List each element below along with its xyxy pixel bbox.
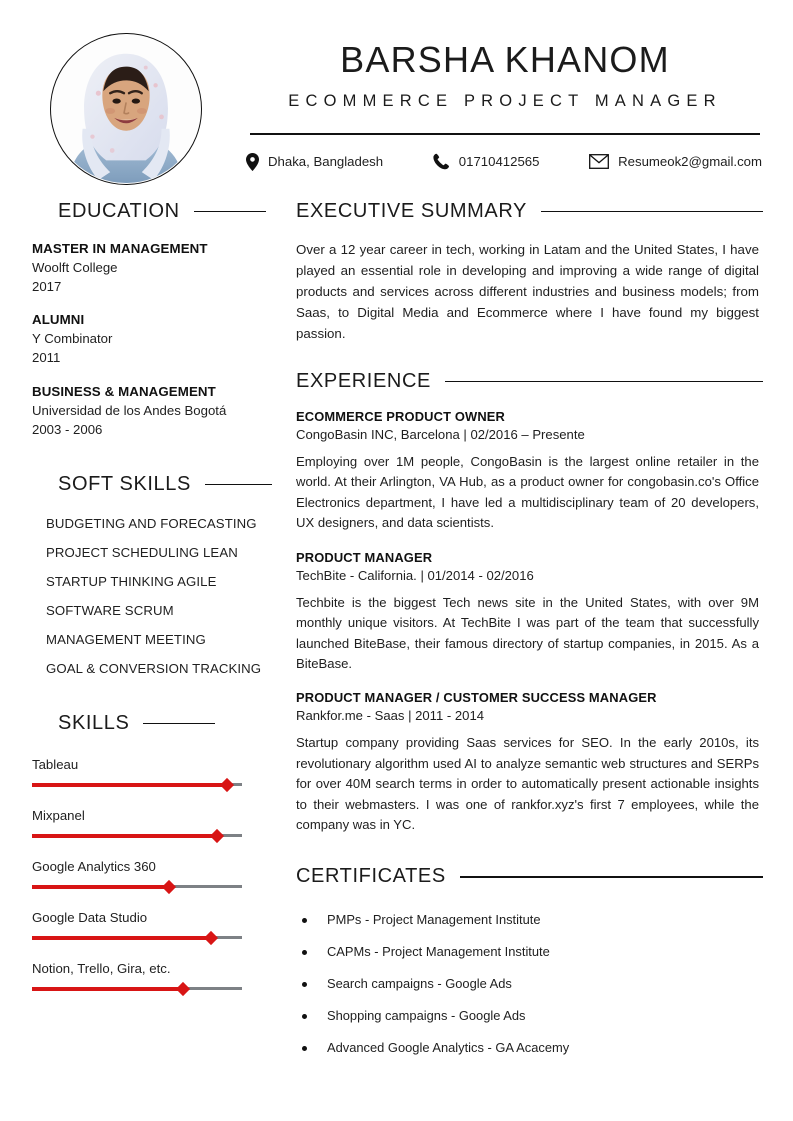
skill-knob[interactable] — [220, 778, 234, 792]
education-year: 2011 — [32, 350, 61, 366]
skill-fill — [32, 783, 227, 787]
skill-label: Notion, Trello, Gira, etc. — [32, 960, 171, 976]
certificate-item — [302, 976, 763, 991]
section-rule — [194, 211, 266, 213]
section-rule — [460, 876, 763, 878]
soft-skill-item: BUDGETING AND FORECASTING — [46, 515, 257, 531]
education-degree: MASTER IN MANAGEMENT — [32, 241, 208, 256]
experience-role: PRODUCT MANAGER — [296, 549, 433, 565]
experience-section-header — [296, 370, 763, 393]
skill-label: Mixpanel — [32, 807, 85, 823]
soft-skill-item: GOAL & CONVERSION TRACKING — [46, 660, 262, 676]
skill-slider[interactable] — [32, 984, 242, 994]
resume-header — [0, 0, 793, 200]
skill-label: Tableau — [32, 756, 79, 772]
education-degree: BUSINESS & MANAGEMENT — [32, 383, 216, 399]
profile-photo — [50, 33, 202, 185]
header-text-block — [202, 25, 768, 171]
contact-row — [242, 153, 768, 171]
education-school: Woolft College — [32, 260, 118, 275]
experience-item — [296, 690, 763, 835]
job-title: ECOMMERCE PROJECT MANAGER — [288, 92, 722, 111]
summary-section-header — [296, 200, 763, 223]
contact-email-text: Resumeok2@gmail.com — [618, 154, 762, 170]
contact-email[interactable] — [589, 154, 762, 169]
experience-meta: TechBite - California. | 01/2014 - 02/2016 — [296, 567, 534, 583]
certificates-title: CERTIFICATES — [296, 865, 446, 888]
header-divider — [250, 133, 760, 135]
section-rule — [205, 484, 272, 486]
skill-item — [32, 808, 272, 841]
skill-knob[interactable] — [203, 931, 217, 945]
skill-fill — [32, 834, 217, 838]
page-title: BARSHA KHANOM — [340, 39, 670, 80]
left-column — [22, 200, 272, 1072]
experience-description: Techbite is the biggest Tech news site in the United States, with over 9M monthly unique visitors. At TechBite I was part of the team that successfully launched BiteBase, their famous directory of startup companies, in 2015. As a BiteBase. — [296, 594, 759, 671]
certificate-item — [302, 1008, 763, 1023]
skill-item — [32, 910, 272, 943]
skills-list — [32, 757, 272, 994]
soft-skill-item: SOFTWARE SCRUM — [46, 602, 174, 618]
skill-fill — [32, 885, 169, 889]
education-school: Y Combinator — [32, 331, 113, 347]
envelope-icon — [589, 154, 609, 169]
experience-description: Employing over 1M people, CongoBasin is the largest online retailer in the world. At their Arlington, VA Hub, as a product owner for congobasin.co's Office Electronics department, I have led a multidisciplinary team of 20 developers, UX designers, and data scientists. — [296, 454, 759, 531]
experience-meta: Rankfor.me - Saas | 2011 - 2014 — [296, 708, 485, 724]
skill-item — [32, 961, 272, 994]
contact-location-text: Dhaka, Bangladesh — [268, 154, 384, 170]
certificate-item — [302, 912, 763, 927]
soft-skill-item: PROJECT SCHEDULING LEAN — [46, 544, 238, 560]
section-rule — [143, 723, 215, 725]
education-item — [32, 312, 272, 367]
certificate-text: PMPs - Project Management Institute — [327, 912, 541, 928]
skills-title: SKILLS — [58, 711, 130, 734]
certificates-list — [296, 912, 763, 1055]
skill-label: Google Data Studio — [32, 909, 148, 925]
skill-knob[interactable] — [176, 982, 190, 996]
contact-phone-text: 01710412565 — [458, 154, 540, 170]
skill-fill — [32, 987, 183, 991]
education-item — [32, 241, 272, 296]
education-title: EDUCATION — [58, 200, 180, 222]
experience-role: PRODUCT MANAGER / CUSTOMER SUCCESS MANAGER — [296, 690, 657, 706]
bullet-icon — [302, 1046, 307, 1051]
skill-item — [32, 859, 272, 892]
section-rule — [445, 381, 763, 383]
resume-body — [0, 200, 793, 1072]
skill-slider[interactable] — [32, 831, 242, 841]
contact-phone[interactable] — [433, 153, 540, 170]
certificate-text: Shopping campaigns - Google Ads — [327, 1008, 526, 1024]
skill-slider[interactable] — [32, 780, 242, 790]
experience-meta: CongoBasin INC, Barcelona | 02/2016 – Presente — [296, 427, 585, 442]
skill-slider[interactable] — [32, 882, 242, 892]
experience-item — [296, 409, 763, 534]
experience-item — [296, 550, 763, 675]
experience-role: ECOMMERCE PRODUCT OWNER — [296, 409, 505, 424]
soft-skills-section-header — [32, 473, 272, 496]
certificate-item — [302, 1040, 763, 1055]
soft-skills-list — [32, 516, 272, 676]
section-rule — [541, 211, 763, 213]
skill-slider[interactable] — [32, 933, 242, 943]
certificates-section-header — [296, 865, 763, 888]
education-year: 2017 — [32, 279, 62, 295]
certificate-text: Advanced Google Analytics - GA Acacemy — [327, 1040, 570, 1056]
bullet-icon — [302, 1014, 307, 1019]
skill-fill — [32, 936, 211, 940]
profile-photo-illustration — [51, 34, 201, 184]
soft-skill-item: STARTUP THINKING AGILE — [46, 573, 217, 589]
certificate-item — [302, 944, 763, 959]
certificate-text: CAPMs - Project Management Institute — [327, 944, 550, 960]
education-year: 2003 - 2006 — [32, 421, 103, 437]
education-section-header — [32, 200, 272, 223]
soft-skills-title: SOFT SKILLS — [58, 472, 191, 495]
phone-icon — [433, 153, 450, 170]
skill-knob[interactable] — [161, 880, 175, 894]
bullet-icon — [302, 918, 307, 923]
skill-label: Google Analytics 360 — [32, 858, 156, 874]
summary-title: EXECUTIVE SUMMARY — [296, 200, 527, 222]
certificate-text: Search campaigns - Google Ads — [327, 976, 512, 992]
soft-skill-item: MANAGEMENT MEETING — [46, 631, 206, 647]
skills-section-header — [32, 712, 272, 735]
bullet-icon — [302, 982, 307, 987]
experience-section — [296, 370, 763, 835]
education-degree: ALUMNI — [32, 312, 85, 328]
contact-location[interactable] — [246, 153, 383, 171]
skill-knob[interactable] — [210, 829, 224, 843]
skill-item — [32, 757, 272, 790]
education-list — [32, 241, 272, 439]
summary-text: Over a 12 year career in tech, working in Latam and the United States, I have played an essential role in developing and improving a wide range of digital products and services across different industries and business models; from Saas, to Digital Media and Ecommerce where I have found my biggest passion. — [296, 242, 759, 341]
education-item — [32, 384, 272, 439]
education-school: Universidad de los Andes Bogotá — [32, 402, 227, 418]
bullet-icon — [302, 950, 307, 955]
location-pin-icon — [246, 153, 259, 171]
right-column — [272, 200, 771, 1072]
certificates-section — [296, 865, 763, 1055]
experience-description: Startup company providing Saas services for SEO. In the early 2010s, its revolutionary algorithm used AI to analyze semantic web structures and SERPs for over 40M search terms in order to automatically present actionable insights to their webmasters. I was one of rankfor.xyz's first 7 employees, while the company was in YC. — [296, 735, 759, 833]
experience-title: EXPERIENCE — [296, 370, 431, 392]
